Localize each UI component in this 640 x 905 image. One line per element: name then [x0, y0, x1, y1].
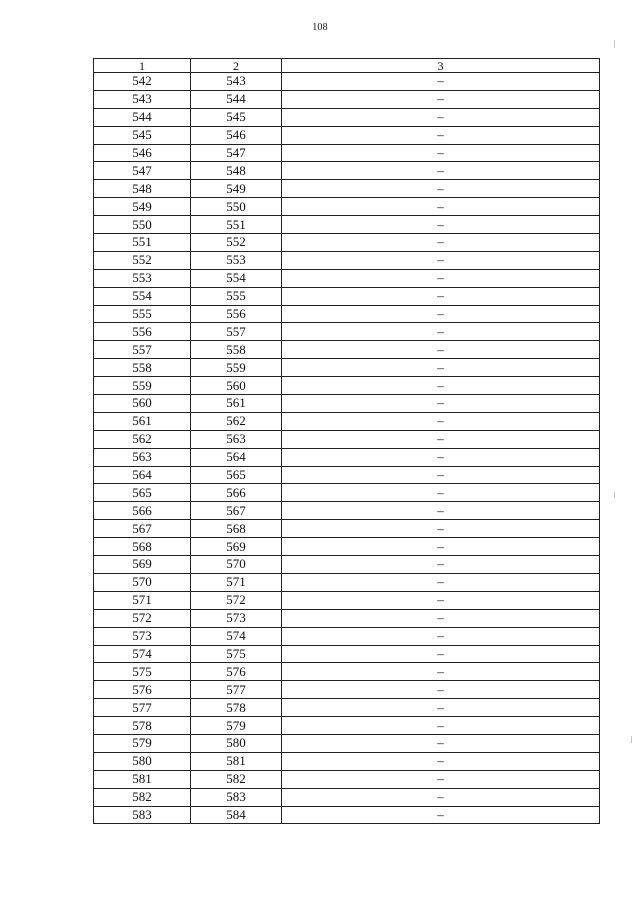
table-row	[94, 234, 600, 252]
table-cell-col2: 575	[191, 645, 282, 663]
table-cell-col3: –	[282, 681, 600, 699]
table-row	[94, 556, 600, 574]
table-cell-col1: 547	[94, 162, 191, 180]
table-cell-col3: –	[282, 806, 600, 824]
table-cell-col2: 546	[191, 126, 282, 144]
table-cell-col2: 562	[191, 412, 282, 430]
table-cell-col2: 565	[191, 466, 282, 484]
table-cell-col2: 553	[191, 251, 282, 269]
table-cell-col2: 569	[191, 538, 282, 556]
table-row	[94, 269, 600, 287]
table-cell-col3: –	[282, 538, 600, 556]
table-cell-col1: 543	[94, 90, 191, 108]
table-row	[94, 717, 600, 735]
table-cell-col2: 558	[191, 341, 282, 359]
table-cell-col3: –	[282, 251, 600, 269]
table-row	[94, 126, 600, 144]
table-cell-col1: 564	[94, 466, 191, 484]
table-row	[94, 180, 600, 198]
data-table	[93, 58, 600, 824]
table-cell-col1: 555	[94, 305, 191, 323]
table-cell-col2: 580	[191, 734, 282, 752]
table-cell-col3: –	[282, 556, 600, 574]
table-row	[94, 699, 600, 717]
table-cell-col3: –	[282, 573, 600, 591]
table-cell-col1: 578	[94, 717, 191, 735]
table-cell-col1: 563	[94, 448, 191, 466]
table-cell-col2: 570	[191, 556, 282, 574]
table-cell-col3: –	[282, 162, 600, 180]
table-row	[94, 573, 600, 591]
table-cell-col3: –	[282, 609, 600, 627]
table-cell-col3: –	[282, 752, 600, 770]
table-cell-col1: 559	[94, 377, 191, 395]
table-row	[94, 681, 600, 699]
table-cell-col3: –	[282, 108, 600, 126]
table-cell-col2: 557	[191, 323, 282, 341]
table-cell-col3: –	[282, 448, 600, 466]
table-cell-col2: 583	[191, 788, 282, 806]
table-row	[94, 502, 600, 520]
table-header	[94, 59, 600, 73]
table-row	[94, 609, 600, 627]
table-cell-col1: 577	[94, 699, 191, 717]
table-cell-col1: 546	[94, 144, 191, 162]
table-row	[94, 162, 600, 180]
table-cell-col1: 549	[94, 198, 191, 216]
table-row	[94, 90, 600, 108]
table-cell-col2: 572	[191, 591, 282, 609]
table-cell-col2: 566	[191, 484, 282, 502]
table-cell-col2: 543	[191, 73, 282, 91]
table-cell-col1: 553	[94, 269, 191, 287]
table-cell-col1: 567	[94, 520, 191, 538]
table-cell-col1: 569	[94, 556, 191, 574]
table-row	[94, 287, 600, 305]
table-cell-col1: 580	[94, 752, 191, 770]
table-cell-col3: –	[282, 305, 600, 323]
table-cell-col3: –	[282, 484, 600, 502]
table-cell-col3: –	[282, 466, 600, 484]
table-cell-col1: 565	[94, 484, 191, 502]
table-cell-col1: 557	[94, 341, 191, 359]
table-cell-col3: –	[282, 234, 600, 252]
table-cell-col3: –	[282, 502, 600, 520]
table-row	[94, 520, 600, 538]
table-cell-col2: 574	[191, 627, 282, 645]
table-cell-col2: 547	[191, 144, 282, 162]
table-cell-col2: 563	[191, 430, 282, 448]
table-cell-col2: 571	[191, 573, 282, 591]
table-cell-col2: 544	[191, 90, 282, 108]
table-cell-col2: 556	[191, 305, 282, 323]
table-row	[94, 430, 600, 448]
table-cell-col2: 551	[191, 216, 282, 234]
table-cell-col2: 578	[191, 699, 282, 717]
table-body	[94, 73, 600, 824]
table-cell-col3: –	[282, 717, 600, 735]
table-cell-col3: –	[282, 663, 600, 681]
scan-edge-mark	[614, 40, 615, 48]
table-cell-col2: 579	[191, 717, 282, 735]
table-row	[94, 806, 600, 824]
table-cell-col2: 581	[191, 752, 282, 770]
table-row	[94, 484, 600, 502]
table-row	[94, 73, 600, 91]
table-cell-col2: 549	[191, 180, 282, 198]
table-cell-col1: 542	[94, 73, 191, 91]
table-cell-col2: 548	[191, 162, 282, 180]
table-cell-col2: 561	[191, 395, 282, 413]
table-row	[94, 359, 600, 377]
table-cell-col1: 582	[94, 788, 191, 806]
table-cell-col1: 561	[94, 412, 191, 430]
table-cell-col2: 552	[191, 234, 282, 252]
table-cell-col2: 582	[191, 770, 282, 788]
table-cell-col2: 560	[191, 377, 282, 395]
table-row	[94, 144, 600, 162]
table-cell-col1: 583	[94, 806, 191, 824]
table-cell-col3: –	[282, 734, 600, 752]
table-cell-col1: 579	[94, 734, 191, 752]
table-cell-col1: 575	[94, 663, 191, 681]
table-cell-col1: 554	[94, 287, 191, 305]
table-cell-col3: –	[282, 90, 600, 108]
table-cell-col2: 564	[191, 448, 282, 466]
table-cell-col3: –	[282, 144, 600, 162]
table-cell-col3: –	[282, 645, 600, 663]
table-row	[94, 305, 600, 323]
table-cell-col1: 545	[94, 126, 191, 144]
table-row	[94, 538, 600, 556]
table-row	[94, 108, 600, 126]
table-row	[94, 341, 600, 359]
table-cell-col2: 576	[191, 663, 282, 681]
column-header-3: 3	[282, 59, 600, 73]
table-row	[94, 770, 600, 788]
table-cell-col1: 576	[94, 681, 191, 699]
table-cell-col3: –	[282, 699, 600, 717]
table-cell-col3: –	[282, 359, 600, 377]
table-cell-col3: –	[282, 395, 600, 413]
table-cell-col2: 555	[191, 287, 282, 305]
table-cell-col2: 577	[191, 681, 282, 699]
table-row	[94, 663, 600, 681]
table-cell-col3: –	[282, 198, 600, 216]
table-cell-col3: –	[282, 770, 600, 788]
table-cell-col1: 566	[94, 502, 191, 520]
table-cell-col1: 550	[94, 216, 191, 234]
table-cell-col3: –	[282, 323, 600, 341]
table-cell-col2: 573	[191, 609, 282, 627]
table-cell-col1: 548	[94, 180, 191, 198]
table-row	[94, 395, 600, 413]
table-row	[94, 591, 600, 609]
table-cell-col1: 571	[94, 591, 191, 609]
table-cell-col1: 573	[94, 627, 191, 645]
table-cell-col3: –	[282, 430, 600, 448]
table-cell-col1: 552	[94, 251, 191, 269]
table-cell-col3: –	[282, 73, 600, 91]
table-cell-col3: –	[282, 216, 600, 234]
table-row	[94, 627, 600, 645]
table-cell-col1: 562	[94, 430, 191, 448]
table-row	[94, 734, 600, 752]
scan-edge-mark	[631, 736, 632, 743]
table-cell-col2: 567	[191, 502, 282, 520]
table-cell-col1: 570	[94, 573, 191, 591]
table-cell-col3: –	[282, 341, 600, 359]
table-row	[94, 466, 600, 484]
table-cell-col2: 568	[191, 520, 282, 538]
table-row	[94, 448, 600, 466]
table-row	[94, 198, 600, 216]
table-cell-col1: 560	[94, 395, 191, 413]
table-cell-col1: 574	[94, 645, 191, 663]
table-cell-col1: 558	[94, 359, 191, 377]
table-cell-col3: –	[282, 377, 600, 395]
table-row	[94, 377, 600, 395]
table-row	[94, 251, 600, 269]
table-cell-col3: –	[282, 269, 600, 287]
table-cell-col3: –	[282, 287, 600, 305]
column-header-2: 2	[191, 59, 282, 73]
table-cell-col2: 584	[191, 806, 282, 824]
table-row	[94, 216, 600, 234]
table-cell-col3: –	[282, 412, 600, 430]
table-cell-col2: 559	[191, 359, 282, 377]
table-cell-col1: 572	[94, 609, 191, 627]
table-cell-col3: –	[282, 788, 600, 806]
table-cell-col3: –	[282, 126, 600, 144]
table-cell-col1: 581	[94, 770, 191, 788]
table-cell-col2: 554	[191, 269, 282, 287]
table-row	[94, 323, 600, 341]
table-row	[94, 752, 600, 770]
table-cell-col2: 545	[191, 108, 282, 126]
table-cell-col1: 568	[94, 538, 191, 556]
table-cell-col3: –	[282, 180, 600, 198]
table-row	[94, 645, 600, 663]
scan-edge-mark	[614, 492, 615, 498]
table-cell-col1: 544	[94, 108, 191, 126]
table-cell-col1: 556	[94, 323, 191, 341]
column-header-1: 1	[94, 59, 191, 73]
table-row	[94, 412, 600, 430]
page-number: 108	[312, 22, 328, 33]
table-cell-col1: 551	[94, 234, 191, 252]
table-cell-col3: –	[282, 591, 600, 609]
header-row	[94, 59, 600, 73]
table-cell-col3: –	[282, 627, 600, 645]
table-cell-col3: –	[282, 520, 600, 538]
table-row	[94, 788, 600, 806]
table-cell-col2: 550	[191, 198, 282, 216]
